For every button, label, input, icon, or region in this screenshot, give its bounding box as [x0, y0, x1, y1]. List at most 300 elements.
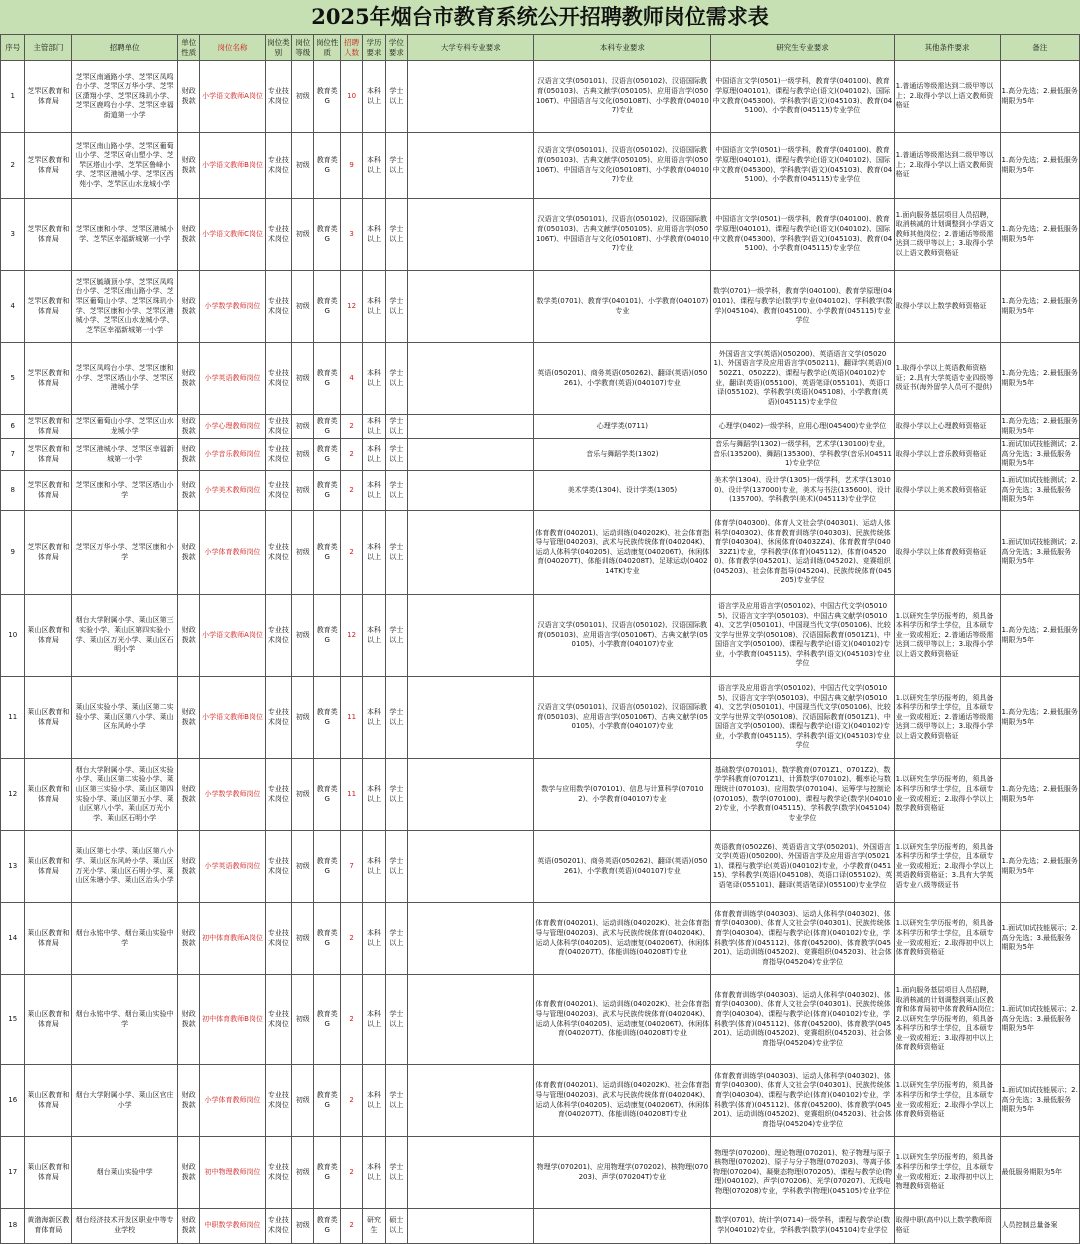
cell-unit: 芝罘区南通路小学、芝罘区凤鸣台小学、芝罘区万华小学、芝罘区潇翔小学、芝罘区珠玑小学、芝罘区鹿鸣台小学、芝罘区幸福街道第一小学	[72, 61, 178, 133]
cell-level: 初级	[292, 831, 314, 903]
cell-master-major: 英语教育(0502Z6)、英语语言文学(050201)、外国语言文学(英语)(050200)、外国语言学及应用语言学(050211)、课程与教学论(英语)(040102)专业，小学教育(045115)、学科教学(英语)(045108)、英语口译(055102)、英语笔译(055101)、翻译(英语笔译)(055100)专业学位	[711, 831, 894, 903]
cell-category: 专业技术岗位	[265, 1209, 291, 1244]
cell-post: 小学英语教师岗位	[200, 343, 265, 415]
cell-unit: 烟台永铭中学、烟台莱山实验中学	[72, 903, 178, 975]
cell-category: 专业技术岗位	[265, 471, 291, 511]
cell-count: 10	[340, 61, 362, 133]
header-college-major: 大学专科专业要求	[408, 35, 534, 61]
table-row	[1, 133, 1080, 199]
cell-degree: 学士以上	[385, 61, 407, 133]
cell-count: 9	[340, 133, 362, 199]
cell-remark: 1.面试加试技能展示；2.高分先选；3.最低服务期限为5年	[1000, 903, 1080, 975]
cell-degree: 学士以上	[385, 439, 407, 471]
header-level: 岗位等级	[292, 35, 314, 61]
cell-level: 初级	[292, 677, 314, 759]
header-master-major: 研究生专业要求	[711, 35, 894, 61]
cell-no: 14	[1, 903, 25, 975]
cell-nature: 财政拨款	[178, 415, 200, 439]
cell-unit: 芝罘区南山路小学、芝罘区葡萄山小学、芝罘区奇山塑小学、芝罘区塔山小学、芝罘区鲁峰小学、芝罘区港城小学、芝罘区西苑小学、芝罘区山水龙城小学	[72, 133, 178, 199]
cell-post: 初中体育教师B岗位	[200, 975, 265, 1065]
cell-remark: 1.高分先选；2.最低服务期限为5年	[1000, 595, 1080, 677]
cell-remark: 1.面试加试技能展示；2.高分先选；3.最低服务期限为5年	[1000, 975, 1080, 1065]
cell-type: 教育类G	[314, 199, 340, 271]
cell-bachelor-major: 物理学(070201)、应用物理学(070202)、核物理(070203)、声学(070204T)专业	[534, 1137, 711, 1209]
table-row	[1, 677, 1080, 759]
cell-level: 初级	[292, 975, 314, 1065]
cell-no: 7	[1, 439, 25, 471]
cell-bachelor-major: 心理学类(0711)	[534, 415, 711, 439]
cell-other: 1.以研究生学历报考的，须具备本科学历和学士学位，且本硕专业一致或相近；2.取得小学以上英语教师资格证；3.具有大学英语专业八级等级证书	[894, 831, 1000, 903]
cell-bachelor-major: 汉语言文学(050101)、汉语言(050102)、汉语国际教育(050103)、应用语言学(050106T)、古典文献学(050105)、小学教育(040107)专业	[534, 677, 711, 759]
cell-post: 初中体育教师A岗位	[200, 903, 265, 975]
cell-no: 9	[1, 511, 25, 595]
cell-unit: 烟台大学附属小学、莱山区官庄小学	[72, 1065, 178, 1137]
cell-nature: 财政拨款	[178, 831, 200, 903]
cell-bachelor-major: 体育教育(040201)、运动训练(040202K)、社会体育指导与管理(040203)、武术与民族传统体育(040204K)、运动人体科学(040205)、运动康复(040206T)、休闲体育(040207T)、体能训练(040208T)专业	[534, 903, 711, 975]
cell-dept: 芝罘区教育和体育局	[25, 271, 72, 343]
cell-no: 15	[1, 975, 25, 1065]
header-degree: 学位要求	[385, 35, 407, 61]
cell-nature: 财政拨款	[178, 439, 200, 471]
cell-college-major	[408, 759, 534, 831]
cell-other: 取得小学以上体育教师资格证	[894, 511, 1000, 595]
table-row	[1, 831, 1080, 903]
cell-post: 小学心理教师岗位	[200, 415, 265, 439]
cell-type: 教育类G	[314, 1209, 340, 1244]
cell-post: 小学语文教师A岗位	[200, 595, 265, 677]
cell-level: 初级	[292, 271, 314, 343]
cell-master-major: 中国语言文学(0501)一级学科，教育学(040100)、教育学原理(040101)、课程与教学论(语文)(040102)、国际中文教育(045300)、学科教学(语文)(045103)、教育(045100)、小学教育(045115)专业学位	[711, 199, 894, 271]
table-row	[1, 903, 1080, 975]
cell-category: 专业技术岗位	[265, 677, 291, 759]
table-row	[1, 1065, 1080, 1137]
cell-count: 12	[340, 595, 362, 677]
cell-college-major	[408, 133, 534, 199]
header-type: 岗位性质	[314, 35, 340, 61]
cell-type: 教育类G	[314, 511, 340, 595]
cell-other: 1.以研究生学历报考的，须具备本科学历和学士学位，且本硕专业一致或相近；2.取得初中以上物理教师资格证	[894, 1137, 1000, 1209]
cell-other: 1.以研究生学历报考的，须具备本科学历和学士学位，且本硕专业一致或相近；2.普通话等级需达到二级甲等以上；3.取得小学以上语文教师资格证	[894, 595, 1000, 677]
cell-category: 专业技术岗位	[265, 595, 291, 677]
cell-count: 4	[340, 343, 362, 415]
cell-type: 教育类G	[314, 677, 340, 759]
cell-degree: 学士以上	[385, 511, 407, 595]
cell-bachelor-major: 体育教育(040201)、运动训练(040202K)、社会体育指导与管理(040203)、武术与民族传统体育(040204K)、运动人体科学(040205)、运动康复(040206T)、休闲体育(040207T)、体能训练(040208T)、足球运动(040214TK)专业	[534, 511, 711, 595]
cell-master-major: 中国语言文学(0501)一级学科，教育学(040100)、教育学原理(040101)、课程与教学论(语文)(040102)、国际中文教育(045300)、学科教学(语文)(045103)、教育(045100)、小学教育(045115)专业学位	[711, 133, 894, 199]
cell-post: 小学语文教师B岗位	[200, 677, 265, 759]
cell-education: 本科以上	[363, 133, 385, 199]
cell-no: 8	[1, 471, 25, 511]
cell-unit: 芝罘区港城小学、芝罘区幸福新城第一小学	[72, 439, 178, 471]
cell-type: 教育类G	[314, 471, 340, 511]
cell-college-major	[408, 199, 534, 271]
cell-other: 1.普通话等级需达到二级甲等以上；2.取得小学以上语文教师资格证	[894, 133, 1000, 199]
cell-dept: 莱山区教育和体育局	[25, 759, 72, 831]
cell-level: 初级	[292, 439, 314, 471]
cell-other: 1.以研究生学历报考的，须具备本科学历和学士学位，且本硕专业一致或相近；2.取得小学以上数学教师资格证	[894, 759, 1000, 831]
cell-degree: 学士以上	[385, 759, 407, 831]
cell-master-major: 语言学及应用语言学(050102)、中国古代文学(050105)、汉语言文字学(050103)、中国古典文献学(050104)、文艺学(050101)、中国现当代文学(050106)、比较文学与世界文学(050108)、汉语国际教育(0501Z1)、中国语言文学(050100)、课程与教学论(语文)(040102)专业，小学教育(045115)、学科教学(语文)(045103)专业学位	[711, 595, 894, 677]
cell-post: 中职数学教师岗位	[200, 1209, 265, 1244]
cell-other: 1.面向服务基层项目人员招聘，取消核减的计划调整到小学语文教师其他岗位；2.普通话等级需达到二级甲等以上；3.取得小学以上语文教师资格证	[894, 199, 1000, 271]
cell-type: 教育类G	[314, 903, 340, 975]
cell-bachelor-major: 汉语言文学(050101)、汉语言(050102)、汉语国际教育(050103)、古典文献学(050105)、应用语言学(050106T)、中国语言与文化(050108T)、小学教育(040107)专业	[534, 199, 711, 271]
cell-dept: 芝罘区教育和体育局	[25, 471, 72, 511]
cell-education: 本科以上	[363, 975, 385, 1065]
cell-count: 2	[340, 903, 362, 975]
cell-type: 教育类G	[314, 415, 340, 439]
header-dept: 主管部门	[25, 35, 72, 61]
cell-education: 本科以上	[363, 1065, 385, 1137]
cell-remark: 人员控制总量备案	[1000, 1209, 1080, 1244]
table-row	[1, 1209, 1080, 1244]
cell-count: 2	[340, 415, 362, 439]
cell-nature: 财政拨款	[178, 1209, 200, 1244]
cell-degree: 硕士以上	[385, 1209, 407, 1244]
header-unit: 招聘单位	[72, 35, 178, 61]
cell-category: 专业技术岗位	[265, 831, 291, 903]
cell-education: 本科以上	[363, 677, 385, 759]
cell-remark: 1.高分先选；2.最低服务期限为5年	[1000, 133, 1080, 199]
cell-college-major	[408, 677, 534, 759]
header-education: 学历要求	[363, 35, 385, 61]
table-header-row	[1, 35, 1080, 61]
cell-education: 本科以上	[363, 471, 385, 511]
cell-post: 小学美术教师岗位	[200, 471, 265, 511]
cell-level: 初级	[292, 199, 314, 271]
cell-category: 专业技术岗位	[265, 903, 291, 975]
cell-education: 本科以上	[363, 831, 385, 903]
cell-no: 12	[1, 759, 25, 831]
cell-level: 初级	[292, 759, 314, 831]
cell-bachelor-major	[534, 1209, 711, 1244]
cell-education: 本科以上	[363, 199, 385, 271]
cell-degree: 学士以上	[385, 677, 407, 759]
cell-education: 本科以上	[363, 271, 385, 343]
cell-remark: 1.高分先选；2.最低服务期限为5年	[1000, 759, 1080, 831]
cell-remark: 1.高分先选；2.最低服务期限为5年	[1000, 271, 1080, 343]
cell-nature: 财政拨款	[178, 677, 200, 759]
cell-type: 教育类G	[314, 759, 340, 831]
cell-other: 取得小学以上心理教师资格证	[894, 415, 1000, 439]
cell-count: 7	[340, 831, 362, 903]
cell-count: 11	[340, 677, 362, 759]
cell-nature: 财政拨款	[178, 343, 200, 415]
cell-dept: 芝罘区教育和体育局	[25, 199, 72, 271]
cell-remark: 1.高分先选；2.最低服务期限为5年	[1000, 199, 1080, 271]
cell-count: 2	[340, 1209, 362, 1244]
cell-other: 取得中职(高中)以上数学教师资格证	[894, 1209, 1000, 1244]
cell-dept: 莱山区教育和体育局	[25, 831, 72, 903]
cell-nature: 财政拨款	[178, 61, 200, 133]
cell-dept: 芝罘区教育和体育局	[25, 415, 72, 439]
cell-education: 本科以上	[363, 61, 385, 133]
cell-education: 本科以上	[363, 759, 385, 831]
cell-no: 3	[1, 199, 25, 271]
cell-dept: 莱山区教育和体育局	[25, 975, 72, 1065]
cell-category: 专业技术岗位	[265, 61, 291, 133]
cell-other: 1.面向服务基层项目人员招聘，取消核减的计划调整到莱山区教育和体育局初中体育教师A岗位；2.以研究生学历报考的，须具备本科学历和学士学位，且本硕专业一致或相近；3.取得初中以上体育教师资格证	[894, 975, 1000, 1065]
cell-post: 小学语文教师A岗位	[200, 61, 265, 133]
cell-remark: 1.高分先选；2.最低服务期限为5年	[1000, 831, 1080, 903]
cell-nature: 财政拨款	[178, 903, 200, 975]
cell-no: 11	[1, 677, 25, 759]
cell-college-major	[408, 343, 534, 415]
cell-type: 教育类G	[314, 439, 340, 471]
cell-remark: 1.高分先选；2.最低服务期限为5年	[1000, 677, 1080, 759]
cell-master-major: 体育教育训练学(040303)、运动人体科学(040302)、体育学(040300)、体育人文社会学(040301)、民族传统体育学(040304)、课程与教学论(体育)(040102)专业，学科教学(体育)(045112)、体育(045200)、体育教学(045201)、运动训练(045202)、竞赛组织(045203)、社会体育指导(045204)专业学位	[711, 1065, 894, 1137]
cell-unit: 芝罘区万华小学、芝罘区康和小学	[72, 511, 178, 595]
cell-dept: 莱山区教育和体育局	[25, 903, 72, 975]
cell-dept: 莱山区教育和体育局	[25, 595, 72, 677]
cell-education: 研究生	[363, 1209, 385, 1244]
cell-education: 本科以上	[363, 343, 385, 415]
cell-type: 教育类G	[314, 975, 340, 1065]
cell-degree: 学士以上	[385, 595, 407, 677]
table-row	[1, 199, 1080, 271]
cell-level: 初级	[292, 511, 314, 595]
cell-post: 小学语文教师B岗位	[200, 133, 265, 199]
cell-unit: 烟台大学附属小学、莱山区实验小学、莱山区第二实验小学、莱山区第三实验小学、莱山区第四实验小学、莱山区第五小学、莱山区第八小学、莱山区万光小学、莱山区石明小学	[72, 759, 178, 831]
cell-degree: 学士以上	[385, 831, 407, 903]
cell-count: 3	[340, 199, 362, 271]
cell-degree: 学士以上	[385, 133, 407, 199]
cell-level: 初级	[292, 343, 314, 415]
cell-type: 教育类G	[314, 343, 340, 415]
page-title: 2025年烟台市教育系统公开招聘教师岗位需求表	[0, 0, 1080, 35]
cell-no: 6	[1, 415, 25, 439]
cell-master-major: 心理学(0402)一级学科，应用心理(045400)专业学位	[711, 415, 894, 439]
cell-dept: 芝罘区教育和体育局	[25, 61, 72, 133]
cell-category: 专业技术岗位	[265, 271, 291, 343]
cell-dept: 莱山区教育和体育局	[25, 1137, 72, 1209]
cell-remark: 1.高分先选；2.最低服务期限为5年	[1000, 415, 1080, 439]
cell-level: 初级	[292, 133, 314, 199]
cell-nature: 财政拨款	[178, 199, 200, 271]
header-no: 序号	[1, 35, 25, 61]
cell-nature: 财政拨款	[178, 975, 200, 1065]
cell-type: 教育类G	[314, 831, 340, 903]
table-row	[1, 415, 1080, 439]
cell-bachelor-major: 汉语言文学(050101)、汉语言(050102)、汉语国际教育(050103)、应用语言学(050106T)、古典文献学(050105)、小学教育(040107)专业	[534, 595, 711, 677]
cell-type: 教育类G	[314, 1065, 340, 1137]
cell-college-major	[408, 471, 534, 511]
table-row	[1, 1137, 1080, 1209]
cell-category: 专业技术岗位	[265, 975, 291, 1065]
header-other: 其他条件要求	[894, 35, 1000, 61]
cell-unit: 莱山区实验小学、莱山区第二实验小学、莱山区第八小学、莱山区东风岭小学	[72, 677, 178, 759]
cell-dept: 芝罘区教育和体育局	[25, 439, 72, 471]
cell-nature: 财政拨款	[178, 1137, 200, 1209]
header-bachelor-major: 本科专业要求	[534, 35, 711, 61]
cell-remark: 1.面试加试技能测试；2.高分先选；3.最低服务期限为5年	[1000, 439, 1080, 471]
header-post: 岗位名称	[200, 35, 265, 61]
cell-bachelor-major: 体育教育(040201)、运动训练(040202K)、社会体育指导与管理(040203)、武术与民族传统体育(040204K)、运动人体科学(040205)、运动康复(040206T)、休闲体育(040207T)、体能训练(040208T)专业	[534, 1065, 711, 1137]
cell-college-major	[408, 1137, 534, 1209]
table-row	[1, 975, 1080, 1065]
cell-no: 13	[1, 831, 25, 903]
cell-college-major	[408, 511, 534, 595]
table-row	[1, 343, 1080, 415]
header-nature: 单位性质	[178, 35, 200, 61]
cell-dept: 莱山区教育和体育局	[25, 677, 72, 759]
cell-nature: 财政拨款	[178, 133, 200, 199]
cell-unit: 烟台经济技术开发区职业中等专业学校	[72, 1209, 178, 1244]
cell-nature: 财政拨款	[178, 511, 200, 595]
cell-category: 专业技术岗位	[265, 759, 291, 831]
cell-no: 2	[1, 133, 25, 199]
cell-type: 教育类G	[314, 133, 340, 199]
cell-master-major: 音乐与舞蹈学(1302)一级学科，艺术学(130100)专业，音乐(135200)、舞蹈(135300)、学科教学(音乐)(045111)专业学位	[711, 439, 894, 471]
cell-other: 取得小学以上数学教师资格证	[894, 271, 1000, 343]
cell-post: 小学音乐教师岗位	[200, 439, 265, 471]
cell-remark: 1.高分先选；2.最低服务期限为5年	[1000, 343, 1080, 415]
cell-other: 取得小学以上美术教师资格证	[894, 471, 1000, 511]
cell-degree: 学士以上	[385, 199, 407, 271]
cell-college-major	[408, 903, 534, 975]
table-row	[1, 595, 1080, 677]
cell-category: 专业技术岗位	[265, 511, 291, 595]
cell-other: 1.以研究生学历报考的，须具备本科学历和学士学位，且本硕专业一致或相近；2.取得小学以上体育教师资格证	[894, 1065, 1000, 1137]
cell-degree: 学士以上	[385, 343, 407, 415]
cell-bachelor-major: 音乐与舞蹈学类(1302)	[534, 439, 711, 471]
cell-no: 1	[1, 61, 25, 133]
cell-level: 初级	[292, 1209, 314, 1244]
cell-category: 专业技术岗位	[265, 343, 291, 415]
cell-category: 专业技术岗位	[265, 199, 291, 271]
table-row	[1, 471, 1080, 511]
cell-post: 小学体育教师岗位	[200, 1065, 265, 1137]
cell-level: 初级	[292, 1137, 314, 1209]
cell-degree: 学士以上	[385, 271, 407, 343]
cell-degree: 学士以上	[385, 415, 407, 439]
cell-post: 小学体育教师岗位	[200, 511, 265, 595]
cell-college-major	[408, 415, 534, 439]
cell-unit: 芝罘区康和小学、芝罘区港城小学、芝罘区幸福新城第一小学	[72, 199, 178, 271]
header-category: 岗位类别	[265, 35, 291, 61]
table-row	[1, 271, 1080, 343]
cell-unit: 烟台莱山实验中学	[72, 1137, 178, 1209]
cell-dept: 黄渤海新区教育体育局	[25, 1209, 72, 1244]
cell-bachelor-major: 美术学类(1304)、设计学类(1305)	[534, 471, 711, 511]
cell-remark: 1.高分先选；2.最低服务期限为5年	[1000, 61, 1080, 133]
cell-count: 2	[340, 471, 362, 511]
cell-nature: 财政拨款	[178, 1065, 200, 1137]
cell-no: 4	[1, 271, 25, 343]
cell-college-major	[408, 975, 534, 1065]
cell-level: 初级	[292, 61, 314, 133]
cell-other: 1.取得小学以上英语教师资格证；2.具有大学英语专业四级等级证书(海外留学人员可不提供)	[894, 343, 1000, 415]
cell-count: 12	[340, 271, 362, 343]
cell-college-major	[408, 831, 534, 903]
cell-remark: 1.面试加试技能展示；2.高分先选；3.最低服务期限为5年	[1000, 1065, 1080, 1137]
cell-master-major: 语言学及应用语言学(050102)、中国古代文学(050105)、汉语言文字学(050103)、中国古典文献学(050104)、文艺学(050101)、中国现当代文学(050106)、比较文学与世界文学(050108)、汉语国际教育(0501Z1)、中国语言文学(050100)、课程与教学论(语文)(040102)专业，小学教育(045115)、学科教学(语文)(045103)专业学位	[711, 677, 894, 759]
cell-category: 专业技术岗位	[265, 1137, 291, 1209]
cell-master-major: 数学(0701)一级学科，教育学(040100)、教育学原理(040101)、课程与教学论(数学)专业(040102)、学科教学(数学)(045104)、教育(045100)、小学教育(045115)专业学位	[711, 271, 894, 343]
cell-post: 小学英语教师岗位	[200, 831, 265, 903]
cell-college-major	[408, 61, 534, 133]
cell-master-major: 体育学(040300)、体育人文社会学(040301)、运动人体科学(040302)、体育教育训练学(040303)、民族传统体育学(040304)、休闲体育(04032Z4)、体育教育学(04032Z1)专业，学科教学(体育)(045112)、体育(045200)、体育教学(045201)、运动训练(045202)、竞赛组织(045203)、社会体育指导(045204)、民族传统体育(045205)专业学位	[711, 511, 894, 595]
cell-count: 2	[340, 1137, 362, 1209]
cell-degree: 学士以上	[385, 1065, 407, 1137]
cell-education: 本科以上	[363, 415, 385, 439]
cell-nature: 财政拨款	[178, 595, 200, 677]
cell-unit: 芝罘区毓璜顶小学、芝罘区凤鸣台小学、芝罘区南山路小学、芝罘区葡萄山小学、芝罘区珠玑小学、芝罘区康和小学、芝罘区港城小学、芝罘区山水龙城小学、芝罘区幸福新城第一小学	[72, 271, 178, 343]
cell-type: 教育类G	[314, 61, 340, 133]
cell-unit: 烟台永铭中学、烟台莱山实验中学	[72, 975, 178, 1065]
cell-college-major	[408, 1065, 534, 1137]
cell-college-major	[408, 271, 534, 343]
cell-bachelor-major: 英语(050201)、商务英语(050262)、翻译(英语)(050261)、小学教育(英语)(040107)专业	[534, 343, 711, 415]
cell-other: 取得小学以上音乐教师资格证	[894, 439, 1000, 471]
cell-unit: 烟台大学附属小学、莱山区第三实验小学、莱山区第四实验小学、莱山区万光小学、莱山区石明小学	[72, 595, 178, 677]
cell-count: 2	[340, 975, 362, 1065]
cell-bachelor-major: 数学与应用数学(070101)、信息与计算科学(070102)、小学教育(040107)专业	[534, 759, 711, 831]
cell-count: 2	[340, 439, 362, 471]
cell-no: 18	[1, 1209, 25, 1244]
cell-other: 1.以研究生学历报考的，须具备本科学历和学士学位，且本硕专业一致或相近；2.普通话等级需达到二级甲等以上；3.取得小学以上语文教师资格证	[894, 677, 1000, 759]
cell-unit: 芝罘区康和小学、芝罘区塔山小学	[72, 471, 178, 511]
cell-education: 本科以上	[363, 439, 385, 471]
cell-dept: 莱山区教育和体育局	[25, 1065, 72, 1137]
cell-bachelor-major: 汉语言文学(050101)、汉语言(050102)、汉语国际教育(050103)、古典文献学(050105)、应用语言学(050106T)、中国语言与文化(050108T)、小学教育(040107)专业	[534, 133, 711, 199]
cell-nature: 财政拨款	[178, 759, 200, 831]
table-row	[1, 759, 1080, 831]
cell-category: 专业技术岗位	[265, 133, 291, 199]
cell-bachelor-major: 汉语言文学(050101)、汉语言(050102)、汉语国际教育(050103)、古典文献学(050105)、应用语言学(050106T)、中国语言与文化(050108T)、小学教育(040107)专业	[534, 61, 711, 133]
cell-unit: 芝罘区葡萄山小学、芝罘区山水龙城小学	[72, 415, 178, 439]
cell-category: 专业技术岗位	[265, 439, 291, 471]
cell-master-major: 美术学(1304)、设计学(1305)一级学科，艺术学(130100)、设计学(137000)专业，美术与书法(135600)、设计(135700)、学科教学(美术)(045113)专业学位	[711, 471, 894, 511]
cell-category: 专业技术岗位	[265, 1065, 291, 1137]
cell-college-major	[408, 439, 534, 471]
cell-count: 11	[340, 759, 362, 831]
cell-nature: 财政拨款	[178, 471, 200, 511]
cell-count: 2	[340, 511, 362, 595]
cell-no: 16	[1, 1065, 25, 1137]
cell-dept: 芝罘区教育和体育局	[25, 343, 72, 415]
cell-count: 2	[340, 1065, 362, 1137]
cell-post: 小学语文教师C岗位	[200, 199, 265, 271]
cell-education: 本科以上	[363, 511, 385, 595]
cell-level: 初级	[292, 471, 314, 511]
cell-type: 教育类G	[314, 595, 340, 677]
cell-other: 1.普通话等级需达到二级甲等以上；2.取得小学以上语文教师资格证	[894, 61, 1000, 133]
cell-no: 5	[1, 343, 25, 415]
cell-master-major: 基础数学(070101)、数学教育(0701Z1、0701Z2)、数学学科教育(0701Z1)、计算数学(070102)、概率论与数理统计(070103)、应用数学(070104)、运筹学与控制论(070105)、数学(070100)、课程与教学论(数学)(040102)专业，小学教育(045115)、学科教学(数学)(045104)专业学位	[711, 759, 894, 831]
cell-other: 1.以研究生学历报考的，须具备本科学历和学士学位，且本硕专业一致或相近；2.取得初中以上体育教师资格证	[894, 903, 1000, 975]
cell-level: 初级	[292, 595, 314, 677]
cell-degree: 学士以上	[385, 975, 407, 1065]
cell-unit: 莱山区第七小学、莱山区第八小学、莱山区东风岭小学、莱山区万光小学、莱山区石明小学、莱山区朱塘小学、莱山区治头小学	[72, 831, 178, 903]
cell-no: 10	[1, 595, 25, 677]
cell-education: 本科以上	[363, 1137, 385, 1209]
cell-level: 初级	[292, 1065, 314, 1137]
cell-remark: 1.面试加试技能测试；2.高分先选；3.最低服务期限为5年	[1000, 471, 1080, 511]
cell-dept: 芝罘区教育和体育局	[25, 511, 72, 595]
cell-type: 教育类G	[314, 1137, 340, 1209]
header-count: 招聘人数	[340, 35, 362, 61]
cell-category: 专业技术岗位	[265, 415, 291, 439]
cell-degree: 学士以上	[385, 471, 407, 511]
cell-master-major: 体育教育训练学(040303)、运动人体科学(040302)、体育学(040300)、体育人文社会学(040301)、民族传统体育学(040304)、课程与教学论(体育)(040102)专业，学科教学(体育)(045112)、体育(045200)、体育教学(045201)、运动训练(045202)、竞赛组织(045203)、社会体育指导(045204)专业学位	[711, 903, 894, 975]
table-row	[1, 61, 1080, 133]
cell-education: 本科以上	[363, 903, 385, 975]
cell-unit: 芝罘区凤鸣台小学、芝罘区康和小学、芝罘区塔山小学、芝罘区港城小学	[72, 343, 178, 415]
cell-remark: 1.面试加试技能测试；2.高分先选；3.最低服务期限为5年	[1000, 511, 1080, 595]
table-row	[1, 511, 1080, 595]
cell-post: 小学数学教师岗位	[200, 759, 265, 831]
